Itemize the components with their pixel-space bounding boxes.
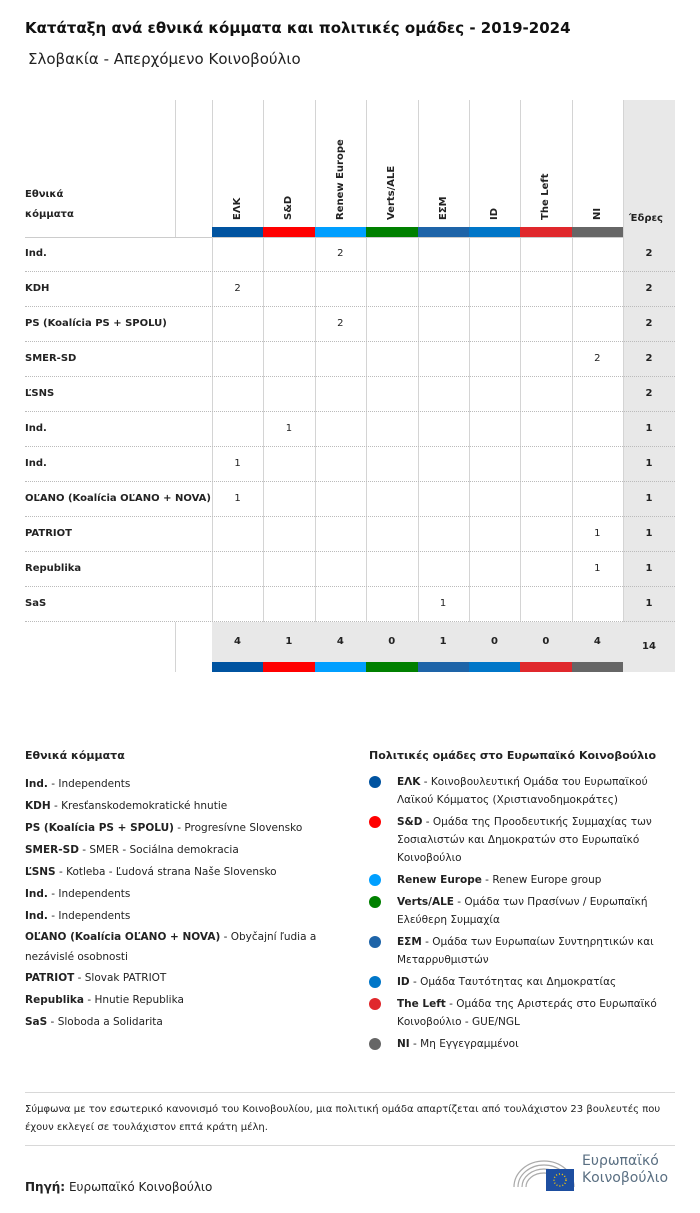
total-seats: 1 (645, 423, 653, 434)
group-name: Ομάδα της Αριστεράς στο Ευρωπαϊκό Κοινοβούλιο - GUE/NGL (397, 998, 657, 1028)
group-color-bar (520, 227, 571, 237)
party-abbr: SMER-SD (25, 844, 79, 856)
party-name: Ind. (25, 248, 47, 259)
group-color-bar (418, 227, 469, 237)
legend-item: Ind. - Independents (25, 778, 131, 790)
party-name: Independents (58, 888, 131, 900)
table-row (25, 482, 675, 517)
group-header-0: ΕΛΚ (232, 197, 243, 220)
page-title: Κατάταξη ανά εθνικά κόμματα και πολιτικές ομάδες - 2019-2024 (25, 19, 571, 37)
table-row (25, 237, 675, 272)
group-header-5: ID (489, 207, 500, 220)
group-abbr: The Left (397, 998, 446, 1010)
party-name: Independents (58, 910, 131, 922)
group-color-bar (315, 662, 366, 672)
table-row (25, 342, 675, 377)
seat-count: 1 (234, 458, 241, 469)
seat-count: 2 (337, 318, 344, 329)
column-divider (263, 100, 264, 237)
group-color-dot-icon (369, 998, 381, 1010)
total-seats: 2 (645, 318, 653, 329)
group-abbr: Verts/ALE (397, 896, 454, 908)
european-parliament-logo (512, 1153, 677, 1193)
group-color-dot-icon (369, 874, 381, 886)
table-row (25, 272, 675, 307)
party-abbr: PATRIOT (25, 972, 75, 984)
party-name: Hnutie Republika (94, 994, 184, 1006)
group-total: 1 (285, 636, 293, 647)
group-name: Ομάδα της Προοδευτικής Συμμαχίας των Σοσιαλιστών και Δημοκρατών στο Ευρωπαϊκό Κοινοβούλιο (397, 816, 652, 864)
legend-item: KDH - Kresťanskodemokratické hnutie (25, 800, 228, 812)
hemicycle-icon (512, 1153, 576, 1193)
seats-table (25, 100, 675, 675)
legend-item: ĽSNS - Kotleba - Ľudová strana Naše Slovensko (25, 866, 277, 878)
group-name: Μη Εγγεγραμμένοι (420, 1038, 519, 1050)
party-name: Independents (58, 778, 131, 790)
party-name: Ind. (25, 423, 47, 434)
group-color-bar (366, 662, 417, 672)
seat-count: 2 (337, 248, 344, 259)
group-total: 0 (542, 636, 550, 647)
group-header-4: ΕΣΜ (437, 196, 449, 220)
party-abbr: KDH (25, 800, 51, 812)
party-name: OĽANO (Koalícia OĽANO + NOVA) (25, 493, 211, 504)
group-color-bar (572, 662, 623, 672)
legend-item: OĽANO (Koalícia OĽANO + NOVA) - Obyčajní ľudia a nezávislé osobnosti (25, 931, 317, 963)
political-groups-legend (369, 745, 669, 1057)
legend-title: Πολιτικές ομάδες στο Ευρωπαϊκό Κοινοβούλιο (369, 749, 657, 762)
group-color-bar (469, 662, 520, 672)
group-color-bar (315, 227, 366, 237)
legend-item: S&D - Ομάδα της Προοδευτικής Συμμαχίας των Σοσιαλιστών και Δημοκρατών στο Ευρωπαϊκό Κοινοβούλιο (369, 813, 669, 867)
national-parties-legend (25, 745, 345, 1033)
party-abbr: PS (Koalícia PS + SPOLU) (25, 822, 174, 834)
seat-count: 1 (594, 563, 601, 574)
group-color-dot-icon (369, 936, 381, 948)
grand-total: 14 (642, 641, 656, 652)
column-divider (469, 100, 470, 237)
total-seats: 2 (645, 283, 653, 294)
party-name: ĽSNS (25, 388, 55, 399)
legend-title: Εθνικά κόμματα (25, 749, 125, 762)
total-seats: 2 (645, 248, 653, 259)
column-divider (572, 100, 573, 237)
seat-count: 1 (439, 598, 447, 609)
group-color-dot-icon (369, 816, 381, 828)
group-name: Ομάδα των Ευρωπαίων Συντηρητικών και Μεταρρυθμιστών (397, 936, 654, 966)
party-name: PATRIOT (25, 528, 72, 539)
table-row (25, 552, 675, 587)
logo-text: Ευρωπαϊκό (582, 1153, 659, 1169)
column-divider (212, 100, 213, 237)
group-abbr: ID (397, 976, 410, 988)
group-header-1: S&D (283, 195, 295, 220)
legend-item: SMER-SD - SMER - Sociálna demokracia (25, 844, 239, 856)
legend-item: Renew Europe - Renew Europe group (369, 871, 669, 889)
footnote: Σύμφωνα με τον εσωτερικό κανονισμό του Κοινοβουλίου, μια πολιτική ομάδα απαρτίζεται από τουλάχιστον 23 βουλευτές που έχουν εκλεγεί σε τουλάχιστον επτά κράτη μέλη. (25, 1104, 661, 1133)
column-divider (623, 100, 624, 237)
group-total: 0 (388, 636, 396, 647)
group-color-bar (263, 662, 314, 672)
legend-item: NI - Μη Εγγεγραμμένοι (369, 1035, 669, 1053)
group-total: 4 (234, 636, 241, 647)
group-name: Ομάδα Ταυτότητας και Δημοκρατίας (420, 976, 617, 988)
party-abbr: OĽANO (Koalícia OĽANO + NOVA) (25, 931, 221, 943)
party-name: Slovak PATRIOT (84, 972, 167, 984)
legend-item: PATRIOT - Slovak PATRIOT (25, 972, 167, 984)
group-color-bar (520, 662, 571, 672)
group-color-dot-icon (369, 776, 381, 788)
group-header-3: Verts/ALE (386, 165, 398, 220)
party-abbr: Ind. (25, 910, 48, 922)
legend-item: ΕΛΚ - Κοινοβουλευτική Ομάδα του Ευρωπαϊκού Λαϊκού Κόμματος (Χριστιανοδημοκράτες) (369, 773, 669, 809)
legend-item: PS (Koalícia PS + SPOLU) - Progresívne Slovensko (25, 822, 303, 834)
party-name: Obyčajní ľudia a nezávislé osobnosti (25, 931, 317, 963)
group-total: 4 (593, 636, 601, 647)
party-name: Kresťanskodemokratické hnutie (61, 800, 228, 812)
seats-header: Έδρες (629, 213, 663, 224)
source (25, 1180, 212, 1194)
seat-count: 2 (234, 283, 241, 294)
legend-item: ΕΣΜ - Ομάδα των Ευρωπαίων Συντηρητικών και Μεταρρυθμιστών (369, 933, 669, 969)
logo-text: Κοινοβούλιο (582, 1170, 669, 1186)
group-header-2: Renew Europe (334, 139, 346, 220)
column-divider (366, 100, 367, 237)
total-seats: 1 (645, 458, 653, 469)
seat-count: 1 (285, 423, 293, 434)
group-name: Renew Europe group (492, 874, 602, 886)
column-divider (418, 100, 419, 237)
total-seats: 1 (645, 493, 653, 504)
group-header-7: NI (591, 207, 603, 220)
legend-item: SaS - Sloboda a Solidarita (25, 1016, 163, 1028)
table-row (25, 412, 675, 447)
seat-count: 2 (594, 353, 601, 364)
group-abbr: S&D (397, 816, 423, 828)
group-total: 4 (336, 636, 344, 647)
group-abbr: Renew Europe (397, 874, 482, 886)
table-row (25, 517, 675, 552)
party-name: Progresívne Slovensko (184, 822, 303, 834)
party-name: SMER-SD (25, 353, 77, 364)
group-abbr: ΕΣΜ (397, 936, 422, 948)
party-abbr: Ind. (25, 888, 48, 900)
legend-item: Republika - Hnutie Republika (25, 994, 184, 1006)
column-divider (175, 100, 176, 237)
party-name: Sloboda a Solidarita (57, 1016, 163, 1028)
group-color-dot-icon (369, 896, 381, 908)
party-abbr: ĽSNS (25, 866, 56, 878)
column-divider (175, 622, 176, 672)
group-color-bar (263, 227, 314, 237)
group-color-bar (366, 227, 417, 237)
seat-count: 1 (594, 528, 601, 539)
table-row (25, 587, 675, 622)
group-color-bar (572, 227, 623, 237)
party-name: Kotleba - Ľudová strana Naše Slovensko (66, 866, 277, 878)
group-header-6: The Left (540, 173, 552, 220)
party-abbr: SaS (25, 1016, 48, 1028)
national-parties-header: Εθνικά κόμματα (25, 189, 74, 220)
total-seats: 1 (645, 598, 653, 609)
party-abbr: Ind. (25, 778, 48, 790)
party-name: SMER - Sociálna demokracia (89, 844, 239, 856)
group-total: 1 (439, 636, 447, 647)
table-row (25, 307, 675, 342)
party-name: Ind. (25, 458, 47, 469)
legend-item: Ind. - Independents (25, 910, 131, 922)
group-abbr: ΕΛΚ (397, 776, 421, 788)
source-value: Ευρωπαϊκό Κοινοβούλιο (68, 1180, 213, 1194)
group-color-bar (212, 227, 263, 237)
total-seats: 2 (645, 388, 653, 399)
group-abbr: NI (397, 1038, 410, 1050)
source-label: Πηγή: (25, 1180, 66, 1194)
table-row (25, 447, 675, 482)
legend-item: Verts/ALE - Ομάδα των Πρασίνων / Ευρωπαϊκή Ελεύθερη Συμμαχία (369, 893, 669, 929)
divider (25, 1092, 675, 1093)
total-seats: 1 (645, 528, 653, 539)
column-divider (520, 100, 521, 237)
group-color-bar (212, 662, 263, 672)
legend-item: The Left - Ομάδα της Αριστεράς στο Ευρωπαϊκό Κοινοβούλιο - GUE/NGL (369, 995, 669, 1031)
legend-item: ID - Ομάδα Ταυτότητας και Δημοκρατίας (369, 973, 669, 991)
group-color-dot-icon (369, 1038, 381, 1050)
column-divider (315, 100, 316, 237)
party-name: Republika (25, 563, 82, 574)
group-name: Κοινοβουλευτική Ομάδα του Ευρωπαϊκού Λαϊκού Κόμματος (Χριστιανοδημοκράτες) (397, 776, 648, 806)
page-subtitle: Σλοβακία - Απερχόμενο Κοινοβούλιο (28, 50, 301, 68)
divider (25, 1145, 675, 1146)
party-name: KDH (25, 283, 50, 294)
group-name: Ομάδα των Πρασίνων / Ευρωπαϊκή Ελεύθερη Συμμαχία (397, 896, 648, 926)
seat-count: 1 (234, 493, 241, 504)
table-row (25, 377, 675, 412)
party-abbr: Republika (25, 994, 84, 1006)
group-total: 0 (491, 636, 498, 647)
party-name: PS (Koalícia PS + SPOLU) (25, 318, 167, 329)
total-seats: 2 (645, 353, 653, 364)
total-seats: 1 (645, 563, 653, 574)
group-color-bar (469, 227, 520, 237)
group-color-bar (418, 662, 469, 672)
group-color-dot-icon (369, 976, 381, 988)
legend-item: Ind. - Independents (25, 888, 131, 900)
party-name: SaS (25, 598, 47, 609)
